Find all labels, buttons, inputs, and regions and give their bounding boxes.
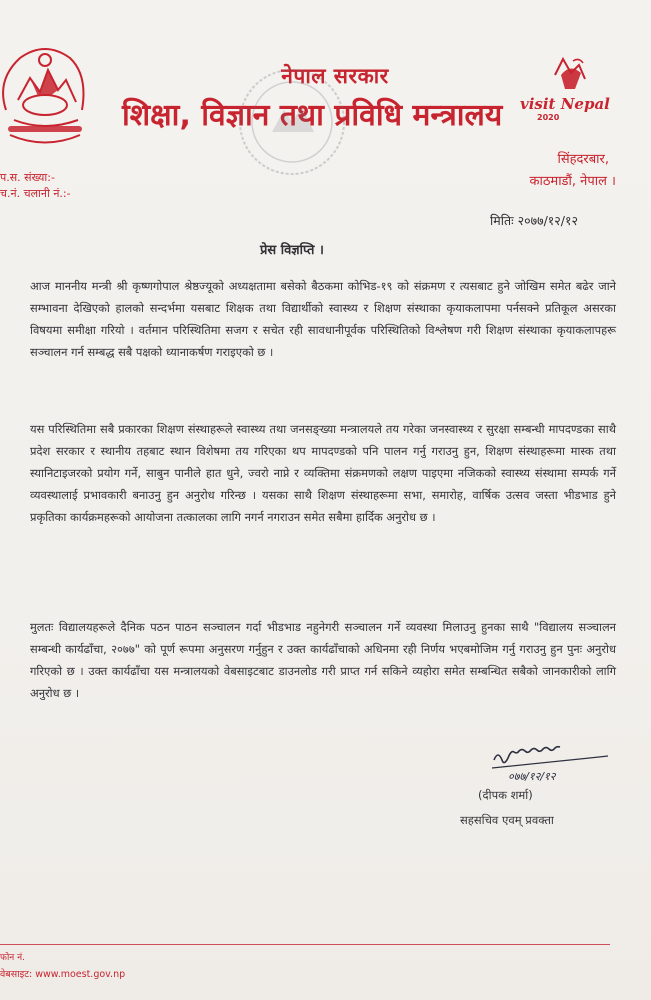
letter-number-label: प.स. संख्या:- (0, 171, 55, 184)
address-line-2: काठमाडौं, नेपाल । (529, 174, 616, 189)
date-line: मितिः २०७७/१२/१२ (490, 213, 578, 228)
handwritten-signature (488, 738, 613, 783)
footer-divider (0, 944, 610, 945)
visit-nepal-text: visit Nepal (520, 95, 610, 113)
visit-nepal-year: 2020 (537, 113, 560, 122)
dispatch-number-label: च.नं. चलानी नं.:- (0, 187, 71, 200)
footer-phone: फोन नं. (0, 953, 25, 963)
signature-date: ०७७/१२/१२ (508, 770, 556, 783)
government-name: नेपाल सरकार (281, 64, 389, 88)
paragraph-3: मुलतः विद्यालयहरूले दैनिक पठन पाठन सञ्चालन गर्दा भीडभाड नहुनेगरी सञ्चालन गर्ने व्यवस्था मिलाउनु हुनका साथै "विद्यालय सञ्चालन सम्बन्धी कार्यढाँचा, २०७७" को पूर्ण रूपमा अनुसरण गर्नुहुन र उक्त कार्यढाँचाको अधिनमा रही निर्णय भएबमोजिम गर्नु गराउनु हुन पुनः अनुरोध गरिएको छ । उक्त कार्यढाँचा यस मन्त्रालयको वेबसाइटबाट डाउनलोड गरी प्राप्त गर्न सकिने व्यहोरा समेत सम्बन्धित सबैको जानकारीको लागि अनुरोध छ । (30, 620, 616, 700)
address-line-1: सिंहदरबार, (557, 152, 609, 167)
paragraph-1: आज माननीय मन्त्री श्री कृष्णगोपाल श्रेष्ठज्यूको अध्यक्षतामा बसेको बैठकमा कोभिड-१९ को संक्रमण र त्यसबाट हुने जोखिम समेत बढेर जाने सम्भावना देखिएको हालको सन्दर्भमा यसबाट शिक्षक तथा विद्यार्थीको स्वास्थ्य र शिक्षण संस्थाका कृयाकलापमा पर्नसक्ने प्रतिकूल असरका विषयमा समीक्षा गरियो । वर्तमान परिस्थितिमा सजग र सचेत रही सावधानीपूर्वक परिस्थितिको विश्लेषण गरी शिक्षण संस्थाका कृयाकलापहरू सञ्चालन गर्न सम्बद्ध सबै पक्षको ध्यानाकर्षण गराइएको छ । (30, 279, 616, 359)
office-stamp (232, 62, 352, 182)
signatory-name: (दीपक शर्मा) (478, 788, 533, 802)
ministry-title: शिक्षा, विज्ञान तथा प्रविधि मन्त्रालय (122, 98, 503, 133)
footer-website-link[interactable]: वेबसाइट: www.moest.gov.np (0, 969, 126, 980)
press-release-heading: प्रेस विज्ञप्ति । (260, 243, 324, 258)
paragraph-2: यस परिस्थितिमा सबै प्रकारका शिक्षण संस्थाहरूले स्वास्थ्य तथा जनसङ्ख्या मन्त्रालयले तय गरेका जनस्वास्थ्य र सुरक्षा सम्बन्धी मापदण्डका साथै प्रदेश सरकार र स्थानीय तहबाट स्थान विशेषमा तय गरिएका थप मापदण्डको पनि पालन गर्नु गराउनु हुन, शिक्षण संस्थाहरूमा मास्क तथा स्यानिटाइजरको प्रयोग गर्ने, साबुन पानीले हात धुने, ज्वरो नाप्ने र व्यक्तिमा संक्रमणको लक्षण पाइएमा नजिकको स्वास्थ्य संस्थामा सम्पर्क गर्ने व्यवस्थालाई प्रभावकारी बनाउनु हुन अनुरोध गरिन्छ । यसका साथै शिक्षण संस्थाहरूमा सभा, समारोह, वार्षिक उत्सव जस्ता भीडभाड हुने प्रकृतिका कार्यक्रमहरूको आयोजना तत्कालका लागि नगर्न नगराउन समेत सबैमा हार्दिक अनुरोध छ । (30, 422, 616, 524)
signatory-title: सहसचिव एवम् प्रवक्ता (460, 813, 554, 827)
nepal-emblem-icon (0, 40, 90, 145)
visit-nepal-logo-icon (515, 55, 615, 130)
